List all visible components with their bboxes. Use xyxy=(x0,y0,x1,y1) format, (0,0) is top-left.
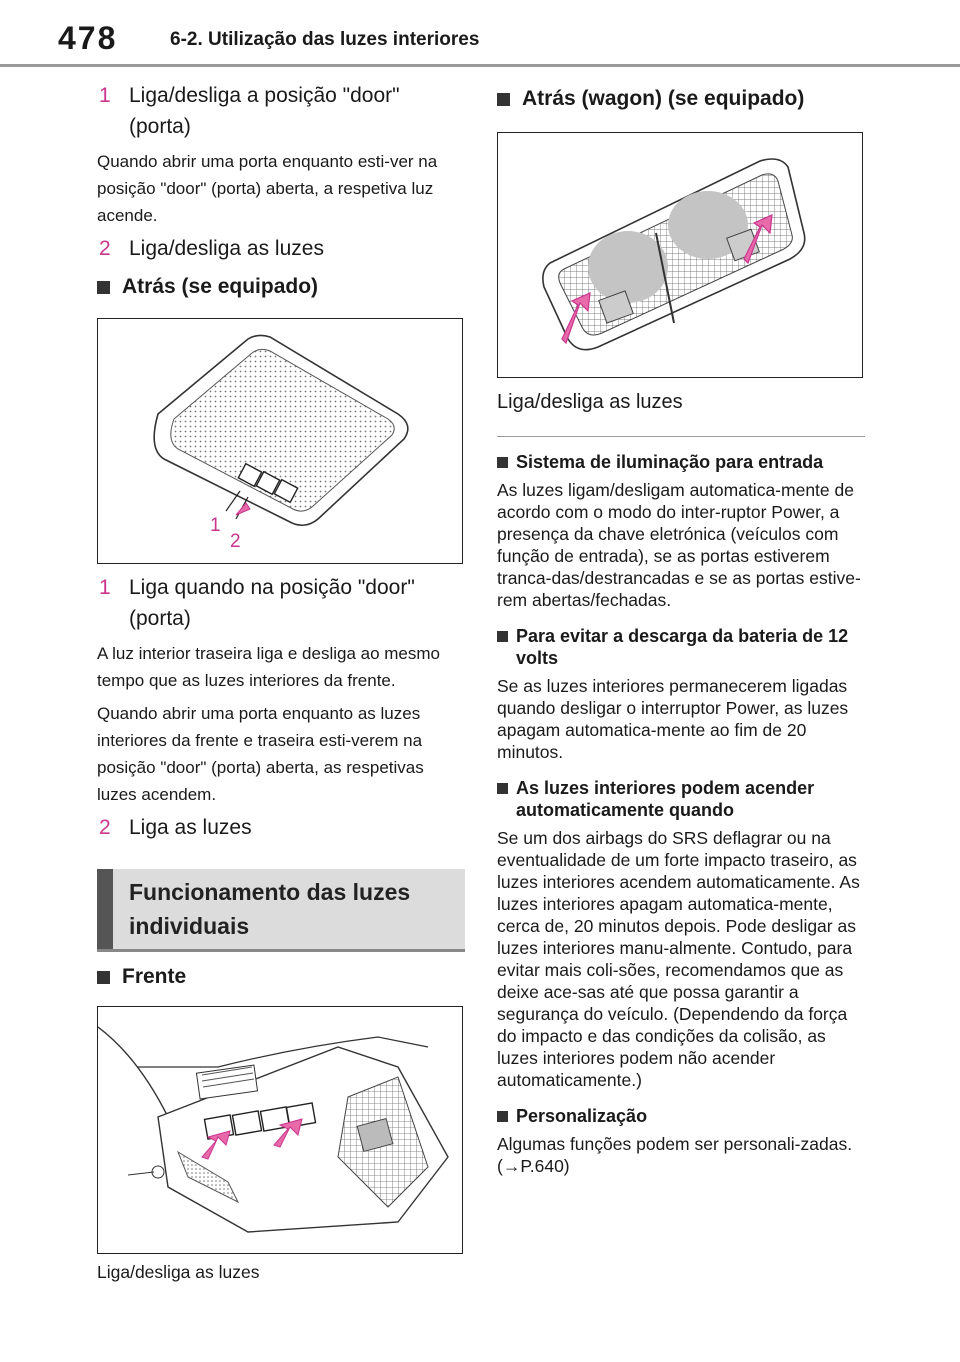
step-number: 2 xyxy=(99,816,111,839)
header-rule xyxy=(0,64,960,67)
note-text: Se um dos airbags do SRS deflagrar ou na eventualidade de um forte impacto traseiro, as luzes interiores acendem automaticamente. As luzes interiores apagam automatica-mente, cerca de, 20 minutos depois. Pode desligar as luzes interiores manu-almente. Contudo, para evitar mais coli-sões, recomendamos que as deixe ace-sas até que possa garantir a segurança do veículo. (Dependendo da força do impacto e das condições da colisão, as luzes interiores podem não acender automaticamente.) xyxy=(497,828,860,1090)
note-text: As luzes ligam/desligam automatica-mente de acordo com o modo do inter-ruptor Power, a presença da chave eletrónica (veículos com função de entrada), se as portas estiverem tranca-das/destrancadas e se as portas estive-rem abertas/fechadas. xyxy=(497,480,861,610)
rear-heading: Atrás (se equipado) xyxy=(97,272,465,302)
step-number: 1 xyxy=(99,576,111,599)
box-title: Funcionamento das luzes individuais xyxy=(97,869,465,949)
step-text: Liga quando na posição "door" (porta) xyxy=(129,576,415,630)
notes-rule xyxy=(497,436,865,437)
figure-wagon-light xyxy=(497,132,863,378)
front-caption: Liga/desliga as luzes xyxy=(97,1262,260,1282)
wagon-caption: Liga/desliga as luzes xyxy=(497,391,683,413)
step-text: Liga/desliga as luzes xyxy=(129,237,324,260)
square-bullet-icon xyxy=(497,457,508,468)
note-title: Sistema de iluminação para entrada xyxy=(497,451,865,473)
individual-lights-box xyxy=(97,869,465,952)
note-title: Personalização xyxy=(497,1105,865,1127)
note-title: As luzes interiores podem acender automaticamente quando xyxy=(497,777,865,821)
step-door-mode xyxy=(97,572,465,634)
step-number: 2 xyxy=(99,237,111,260)
callout-1: 1 xyxy=(210,515,221,536)
step-text: Liga as luzes xyxy=(129,816,252,839)
step-number: 1 xyxy=(99,84,111,107)
rear-description-1: A luz interior traseira liga e desliga ao mesmo tempo que as luzes interiores da frente. xyxy=(97,644,440,690)
square-bullet-icon xyxy=(497,1111,508,1122)
square-bullet-icon xyxy=(497,783,508,794)
step-turn-on xyxy=(97,812,465,843)
wagon-light-illustration xyxy=(498,133,861,376)
rear-description-2: Quando abrir uma porta enquanto as luzes interiores da frente e traseira esti-verem na posição "door" (porta) aberta, as respetivas luzes acendem. xyxy=(97,704,424,804)
note-text: Se as luzes interiores permanecerem ligadas quando desligar o interruptor Power, as luzes apagam automatica-mente ao fim de 20 minutos. xyxy=(497,676,849,762)
section-title: 6-2. Utilização das luzes interiores xyxy=(170,29,480,50)
box-rule xyxy=(97,949,465,952)
square-bullet-icon xyxy=(497,93,510,106)
page-number: 478 xyxy=(58,20,118,56)
note-title: Para evitar a descarga da bateria de 12 volts xyxy=(497,625,865,669)
door-description: Quando abrir uma porta enquanto esti-ver na posição "door" (porta) aberta, a respetiva luz acende. xyxy=(97,152,438,225)
step-toggle-lights xyxy=(97,233,465,264)
right-column xyxy=(497,76,865,1177)
square-bullet-icon xyxy=(97,281,110,294)
figure-rear-light xyxy=(97,318,463,564)
wagon-heading: Atrás (wagon) (se equipado) xyxy=(497,84,865,114)
square-bullet-icon xyxy=(97,971,110,984)
page-header xyxy=(0,0,960,70)
step-door-position xyxy=(97,80,465,142)
square-bullet-icon xyxy=(497,631,508,642)
rear-light-illustration xyxy=(98,319,461,562)
front-lights-illustration xyxy=(98,1007,461,1252)
step-text: Liga/desliga a posição "door" (porta) xyxy=(129,84,400,138)
front-heading: Frente xyxy=(97,962,465,992)
callout-2: 2 xyxy=(230,531,241,552)
left-column xyxy=(97,76,465,1286)
note-text: Algumas funções podem ser personali-zadas. (→P.640) xyxy=(497,1134,853,1176)
figure-front-lights xyxy=(97,1006,463,1254)
